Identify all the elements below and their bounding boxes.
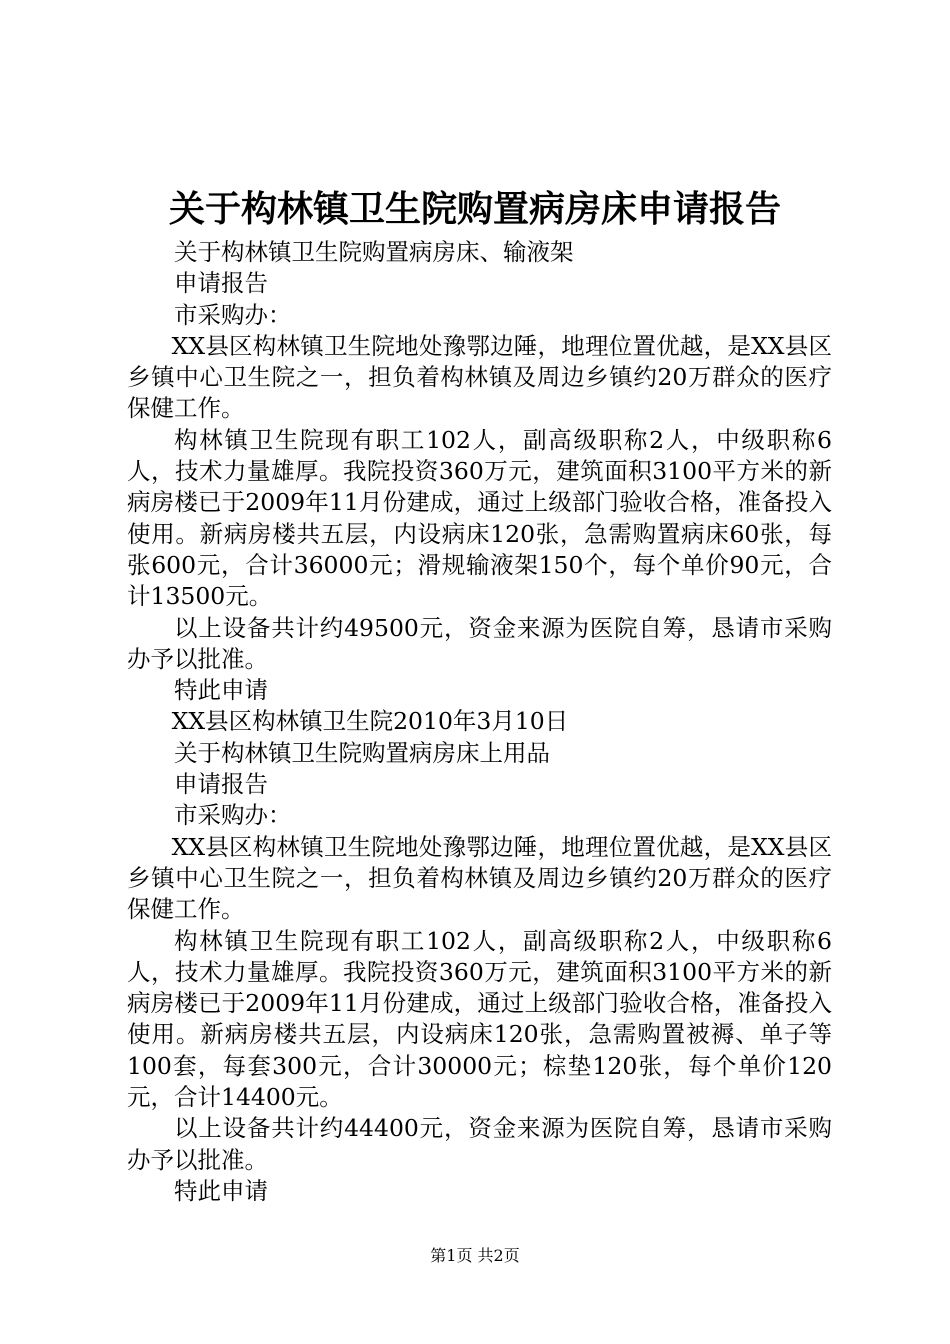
subtitle-line-2: 申请报告 — [174, 269, 268, 298]
signature-date: XX县区构林镇卫生院2010年3月10日 — [171, 707, 569, 736]
subtitle-line-4: 申请报告 — [174, 770, 268, 799]
paragraph-total-2: 以上设备共计约44400元，资金来源为医院自筹，恳请市采购办予以批准。 — [127, 1114, 832, 1174]
closing-request: 特此申请 — [174, 676, 268, 705]
page-number: 第1页 共2页 — [430, 1246, 520, 1265]
paragraph-total: 以上设备共计约49500元，资金来源为医院自筹，恳请市采购办予以批准。 — [127, 613, 832, 673]
paragraph-intro-2: XX县区构林镇卫生院地处豫鄂边陲，地理位置优越，是XX县区乡镇中心卫生院之一，担负着构林镇及周边乡镇约20万群众的医疗保健工作。 — [127, 832, 832, 924]
document-title: 关于构林镇卫生院购置病房床申请报告 — [168, 189, 781, 230]
paragraph-details-2: 构林镇卫生院现有职工102人，副高级职称2人，中级职称6人，技术力量雄厚。我院投资360万元，建筑面积3100平方米的新病房楼已于2009年11月份建成，通过上级部门验收合格，准备投入使用。新病房楼共五层，内设病床120张，急需购置被褥、单子等100套，每套300元，合计30000元；棕垫120张，每个单价120元，合计14400元。 — [127, 926, 832, 1112]
paragraph-intro: XX县区构林镇卫生院地处豫鄂边陲，地理位置优越，是XX县区乡镇中心卫生院之一，担负着构林镇及周边乡镇约20万群众的医疗保健工作。 — [127, 331, 832, 423]
subtitle-line-3: 关于构林镇卫生院购置病房床上用品 — [174, 738, 550, 767]
document-body — [127, 237, 832, 1207]
closing-request-2: 特此申请 — [174, 1176, 268, 1205]
addressee: 市采购办： — [174, 300, 292, 329]
addressee-2: 市采购办： — [174, 801, 292, 830]
paragraph-details: 构林镇卫生院现有职工102人，副高级职称2人，中级职称6人，技术力量雄厚。我院投资360万元，建筑面积3100平方米的新病房楼已于2009年11月份建成，通过上级部门验收合格，准备投入使用。新病房楼共五层，内设病床120张，急需购置病床60张，每张600元，合计36000元；滑规输液架150个，每个单价90元，合计13500元。 — [127, 425, 832, 611]
subtitle-line-1: 关于构林镇卫生院购置病房床、输液架 — [174, 238, 574, 266]
